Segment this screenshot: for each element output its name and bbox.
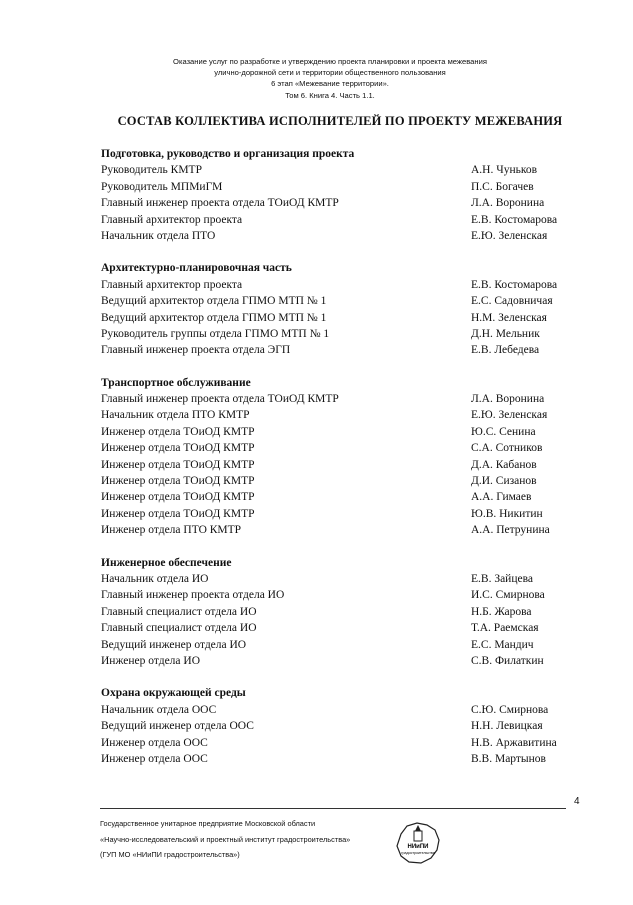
section-title: Инженерное обеспечение (101, 556, 232, 569)
staff-name: Н.М. Зеленская (471, 311, 547, 324)
page-title: СОСТАВ КОЛЛЕКТИВА ИСПОЛНИТЕЛЕЙ ПО ПРОЕКТУ МЕЖЕВАНИЯ (117, 114, 563, 128)
staff-row (101, 310, 571, 326)
staff-row (101, 407, 571, 423)
staff-role: Инженер отдела ТОиОД КМТР (101, 442, 255, 455)
staff-role: Ведущий инженер отдела ООС (101, 720, 254, 733)
staff-name: Н.Б. Жарова (471, 605, 532, 618)
staff-row (101, 751, 571, 767)
staff-name: Д.И. Сизанов (471, 475, 537, 488)
staff-row (101, 342, 571, 358)
section-title: Архитектурно-планировочная часть (101, 262, 292, 275)
staff-role: Главный инженер проекта отдела ИО (101, 589, 285, 602)
footer-line-1: Государственное унитарное предприятие Московской области (100, 819, 316, 828)
staff-row (101, 473, 571, 489)
logo-spire (415, 825, 421, 831)
staff-role: Инженер отдела ИО (101, 654, 200, 667)
team-composition-list (101, 146, 571, 783)
section (101, 375, 571, 539)
staff-role: Руководитель группы отдела ГПМО МТП № 1 (101, 327, 330, 340)
staff-role: Главный инженер проекта отдела ТОиОД КМТР (101, 393, 339, 406)
staff-role: Руководитель МПМиГМ (101, 180, 223, 193)
staff-row (101, 702, 571, 718)
footer-divider (100, 808, 566, 809)
section-title: Охрана окружающей среды (101, 687, 246, 700)
staff-name: Е.В. Костомарова (471, 278, 558, 291)
staff-row (101, 277, 571, 293)
staff-row (101, 587, 571, 603)
logo-name: НИиПИ (407, 844, 429, 850)
staff-row (101, 604, 571, 620)
staff-row (101, 637, 571, 653)
staff-row (101, 212, 571, 228)
staff-name: Е.С. Садовничая (471, 295, 553, 308)
staff-row (101, 620, 571, 636)
document-header (100, 56, 560, 101)
staff-name: Е.В. Зайцева (471, 572, 533, 585)
staff-row (101, 489, 571, 505)
staff-name: Ю.В. Никитин (471, 507, 543, 520)
staff-role: Инженер отдела ТОиОД КМТР (101, 458, 255, 471)
staff-name: Л.А. Воронина (471, 197, 545, 210)
staff-name: Н.Н. Левицкая (471, 720, 543, 733)
footer-line-3: (ГУП МО «НИиПИ градостроительства») (100, 850, 240, 859)
staff-role: Главный архитектор проекта (101, 278, 243, 291)
staff-role: Инженер отдела ТОиОД КМТР (101, 507, 255, 520)
staff-role: Ведущий архитектор отдела ГПМО МТП № 1 (101, 295, 327, 308)
staff-role: Главный инженер проекта отдела ЭГП (101, 344, 291, 357)
staff-name: И.С. Смирнова (471, 589, 545, 602)
staff-role: Начальник отдела ПТО (101, 229, 216, 242)
staff-row (101, 391, 571, 407)
staff-name: Е.В. Лебедева (471, 344, 540, 357)
staff-row (101, 293, 571, 309)
staff-row (101, 424, 571, 440)
staff-row (101, 571, 571, 587)
staff-name: Д.Н. Мельник (471, 327, 540, 340)
staff-name: С.Ю. Смирнова (471, 703, 549, 716)
staff-name: Е.Ю. Зеленская (471, 409, 548, 422)
staff-role: Главный архитектор проекта (101, 213, 243, 226)
header-line-2: улично-дорожной сети и территории общественного пользования (214, 68, 446, 78)
staff-name: Л.А. Воронина (471, 393, 545, 406)
staff-role: Инженер отдела ООС (101, 752, 208, 765)
staff-row (101, 457, 571, 473)
staff-role: Инженер отдела ПТО КМТР (101, 524, 242, 537)
staff-name: В.В. Мартынов (471, 752, 546, 765)
staff-name: С.В. Филаткин (471, 654, 544, 667)
staff-role: Главный специалист отдела ИО (101, 622, 257, 635)
staff-row (101, 440, 571, 456)
header-line-1: Оказание услуг по разработке и утверждению проекта планировки и проекта межевания (173, 57, 487, 66)
staff-role: Инженер отдела ООС (101, 736, 208, 749)
staff-name: Т.А. Раемская (471, 622, 539, 635)
staff-name: Е.Ю. Зеленская (471, 229, 548, 242)
section (101, 555, 571, 670)
staff-row (101, 653, 571, 669)
staff-name: А.Н. Чуньков (471, 164, 538, 177)
staff-name: Д.А. Кабанов (471, 458, 537, 471)
staff-name: Е.В. Костомарова (471, 213, 558, 226)
staff-role: Руководитель КМТР (101, 164, 202, 177)
footer-line-2: «Научно-исследовательский и проектный институт градостроительства» (100, 834, 351, 844)
logo-tower (414, 831, 422, 841)
staff-role: Инженер отдела ТОиОД КМТР (101, 491, 255, 504)
staff-row (101, 506, 571, 522)
header-line-4: Том 6. Книга 4. Часть 1.1. (285, 90, 375, 100)
staff-row (101, 195, 571, 211)
staff-role: Главный инженер проекта отдела ТОиОД КМТР (101, 197, 339, 210)
staff-role: Ведущий архитектор отдела ГПМО МТП № 1 (101, 311, 327, 324)
section (101, 146, 571, 244)
staff-name: С.А. Сотников (471, 442, 543, 455)
staff-role: Главный специалист отдела ИО (101, 605, 257, 618)
staff-name: П.С. Богачев (471, 180, 534, 193)
section (101, 685, 571, 767)
section-title: Подготовка, руководство и организация проекта (101, 148, 355, 160)
section-title: Транспортное обслуживание (101, 376, 251, 389)
section (101, 260, 571, 358)
staff-role: Начальник отдела ООС (101, 703, 217, 716)
staff-row (101, 228, 571, 244)
staff-row (101, 326, 571, 342)
staff-name: А.А. Гимаев (471, 491, 532, 504)
staff-role: Инженер отдела ТОиОД КМТР (101, 475, 255, 488)
staff-row (101, 522, 571, 538)
staff-name: Е.С. Мандич (471, 638, 534, 651)
header-line-3: 6 этап «Межевание территории». (271, 79, 389, 89)
staff-row (101, 718, 571, 734)
staff-row (101, 735, 571, 751)
staff-row (101, 179, 571, 195)
staff-role: Начальник отдела ПТО КМТР (101, 409, 250, 422)
staff-name: Н.В. Аржавитина (471, 736, 557, 749)
niipi-logo (393, 820, 443, 866)
staff-role: Инженер отдела ТОиОД КМТР (101, 425, 255, 438)
staff-name: Ю.С. Сенина (471, 425, 536, 438)
organization-footer (100, 816, 400, 863)
staff-row (101, 162, 571, 178)
page-number: 4 (574, 796, 580, 807)
logo-subtitle: градостроительства (401, 851, 435, 855)
staff-name: А.А. Петрунина (471, 524, 550, 537)
staff-role: Начальник отдела ИО (101, 572, 209, 585)
staff-role: Ведущий инженер отдела ИО (101, 638, 247, 651)
